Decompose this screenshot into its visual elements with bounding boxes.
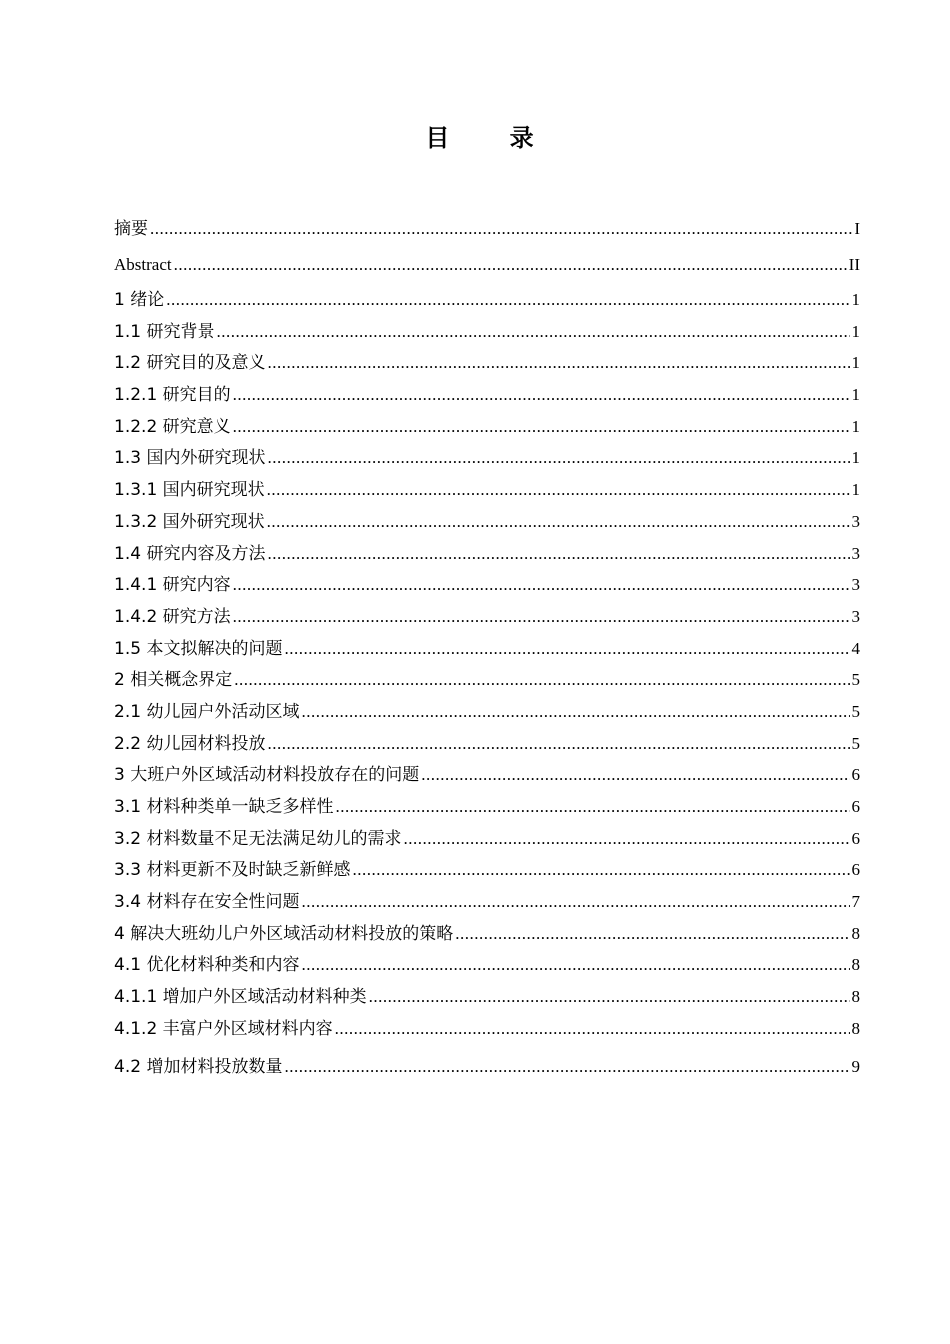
toc-entry-page: 6 (851, 860, 860, 880)
toc-entry-label: 1.4.1 研究内容 (114, 575, 231, 596)
dot-leader (284, 1045, 849, 1089)
toc-entry[interactable] (114, 886, 860, 918)
toc-entry-label: 4 解决大班幼儿户外区域活动材料投放的策略 (114, 923, 454, 944)
toc-entry-label: 1.2.1 研究目的 (114, 385, 231, 406)
dot-leader (335, 791, 849, 823)
toc-entry-page: 3 (851, 606, 860, 626)
dot-leader (267, 538, 849, 570)
dot-leader (421, 759, 849, 791)
toc-entry-label: 1.4 研究内容及方法 (114, 543, 266, 564)
toc-entry-label: 1 绪论 (114, 290, 165, 310)
dot-leader (216, 316, 849, 348)
dot-leader (233, 601, 850, 633)
toc-entry-page: 3 (851, 543, 860, 563)
dot-leader (335, 1013, 850, 1045)
toc-entry-page: 3 (851, 511, 860, 531)
toc-entry[interactable] (114, 1045, 860, 1081)
toc-entry[interactable] (114, 949, 860, 981)
toc-entry-page: 1 (851, 385, 860, 405)
dot-leader (267, 474, 850, 506)
toc-entry[interactable] (114, 212, 860, 246)
toc-entry-page: 6 (851, 765, 860, 785)
toc-entry-page: 1 (851, 416, 860, 436)
dot-leader (267, 347, 849, 379)
toc-entry[interactable] (114, 474, 860, 506)
dot-leader (301, 949, 849, 981)
toc-entry-page: 1 (851, 290, 860, 309)
toc-entry[interactable] (114, 506, 860, 538)
toc-entry-label: 4.1.2 丰富户外区域材料内容 (114, 1018, 333, 1039)
dot-leader (150, 212, 852, 246)
toc-entry-label: 3.1 材料种类单一缺乏多样性 (114, 797, 334, 817)
toc-entry-page: II (848, 255, 860, 274)
dot-leader (233, 569, 850, 601)
toc-entry-page: 6 (851, 797, 860, 816)
toc-entry-label: 3.2 材料数量不足无法满足幼儿的需求 (114, 828, 402, 849)
dot-leader (267, 506, 850, 538)
dot-leader (174, 246, 847, 284)
toc-entry-page: 5 (851, 733, 860, 753)
toc-entry[interactable] (114, 246, 860, 284)
toc-entry-page: 8 (851, 923, 860, 943)
toc-entry-label: 1.4.2 研究方法 (114, 606, 231, 627)
toc-entry[interactable] (114, 569, 860, 601)
toc-entry-label: 2.2 幼儿园材料投放 (114, 733, 266, 754)
toc-entry[interactable] (114, 379, 860, 411)
toc-entry[interactable] (114, 1013, 860, 1045)
toc-entry-page: 1 (851, 480, 860, 500)
toc-entry-page: 6 (851, 828, 860, 848)
toc-entry-label: 1.3.2 国外研究现状 (114, 511, 265, 532)
dot-leader (284, 633, 849, 665)
toc-entry-page: 8 (851, 955, 860, 975)
toc-entry-label: 1.5 本文拟解决的问题 (114, 638, 283, 659)
toc-entry-label: 2.1 幼儿园户外活动区域 (114, 701, 300, 722)
toc-entry[interactable] (114, 728, 860, 760)
toc-entry-page: 1 (851, 353, 860, 373)
table-of-contents (114, 212, 860, 1081)
toc-entry[interactable] (114, 791, 860, 823)
toc-entry-page: I (854, 219, 860, 238)
toc-title: 目 录 (425, 124, 560, 152)
toc-entry-page: 8 (851, 987, 860, 1007)
dot-leader (166, 284, 849, 316)
toc-entry[interactable] (114, 284, 860, 316)
toc-entry[interactable] (114, 347, 860, 379)
toc-entry-label: 3 大班户外区域活动材料投放存在的问题 (114, 765, 420, 786)
toc-entry-page: 9 (851, 1056, 860, 1076)
toc-entry-page: 7 (851, 892, 860, 912)
toc-entry-page: 5 (851, 670, 860, 690)
toc-entry[interactable] (114, 601, 860, 633)
toc-entry-label: 4.1 优化材料种类和内容 (114, 955, 300, 976)
toc-entry-label: 4.1.1 增加户外区域活动材料种类 (114, 987, 367, 1008)
dot-leader (233, 379, 850, 411)
dot-leader (267, 728, 849, 760)
dot-leader (455, 918, 849, 950)
dot-leader (234, 664, 849, 696)
toc-entry-label: 4.2 增加材料投放数量 (114, 1056, 283, 1077)
toc-entry[interactable] (114, 918, 860, 950)
toc-entry-label: 1.2.2 研究意义 (114, 416, 231, 437)
dot-leader (301, 886, 849, 918)
toc-entry-page: 4 (851, 638, 860, 658)
toc-entry[interactable] (114, 823, 860, 855)
dot-leader (403, 823, 849, 855)
toc-entry-page: 3 (851, 575, 860, 595)
toc-entry-label: 摘要 (114, 219, 148, 239)
toc-entry-page: 1 (851, 448, 860, 468)
toc-entry[interactable] (114, 664, 860, 696)
dot-leader (233, 411, 850, 443)
toc-entry[interactable] (114, 854, 860, 886)
toc-entry-page: 1 (851, 321, 860, 341)
toc-entry[interactable] (114, 759, 860, 791)
dot-leader (301, 696, 849, 728)
toc-entry-label: 3.3 材料更新不及时缺乏新鲜感 (114, 860, 351, 881)
toc-entry[interactable] (114, 696, 860, 728)
toc-entry-label: 2 相关概念界定 (114, 670, 233, 691)
dot-leader (352, 854, 849, 886)
toc-entry[interactable] (114, 538, 860, 570)
toc-entry-label: 3.4 材料存在安全性问题 (114, 892, 300, 913)
toc-entry[interactable] (114, 981, 860, 1013)
toc-entry-page: 5 (851, 701, 860, 721)
toc-entry[interactable] (114, 633, 860, 665)
dot-leader (267, 442, 849, 474)
toc-entry-label: 1.3.1 国内研究现状 (114, 480, 265, 501)
toc-entry-label: Abstract (114, 255, 172, 274)
toc-entry[interactable] (114, 442, 860, 474)
toc-entry-label: 1.2 研究目的及意义 (114, 353, 266, 374)
dot-leader (369, 981, 850, 1013)
toc-entry[interactable] (114, 316, 860, 348)
toc-entry[interactable] (114, 411, 860, 443)
toc-entry-label: 1.1 研究背景 (114, 321, 215, 342)
toc-entry-label: 1.3 国内外研究现状 (114, 448, 266, 469)
toc-entry-page: 8 (851, 1018, 860, 1038)
